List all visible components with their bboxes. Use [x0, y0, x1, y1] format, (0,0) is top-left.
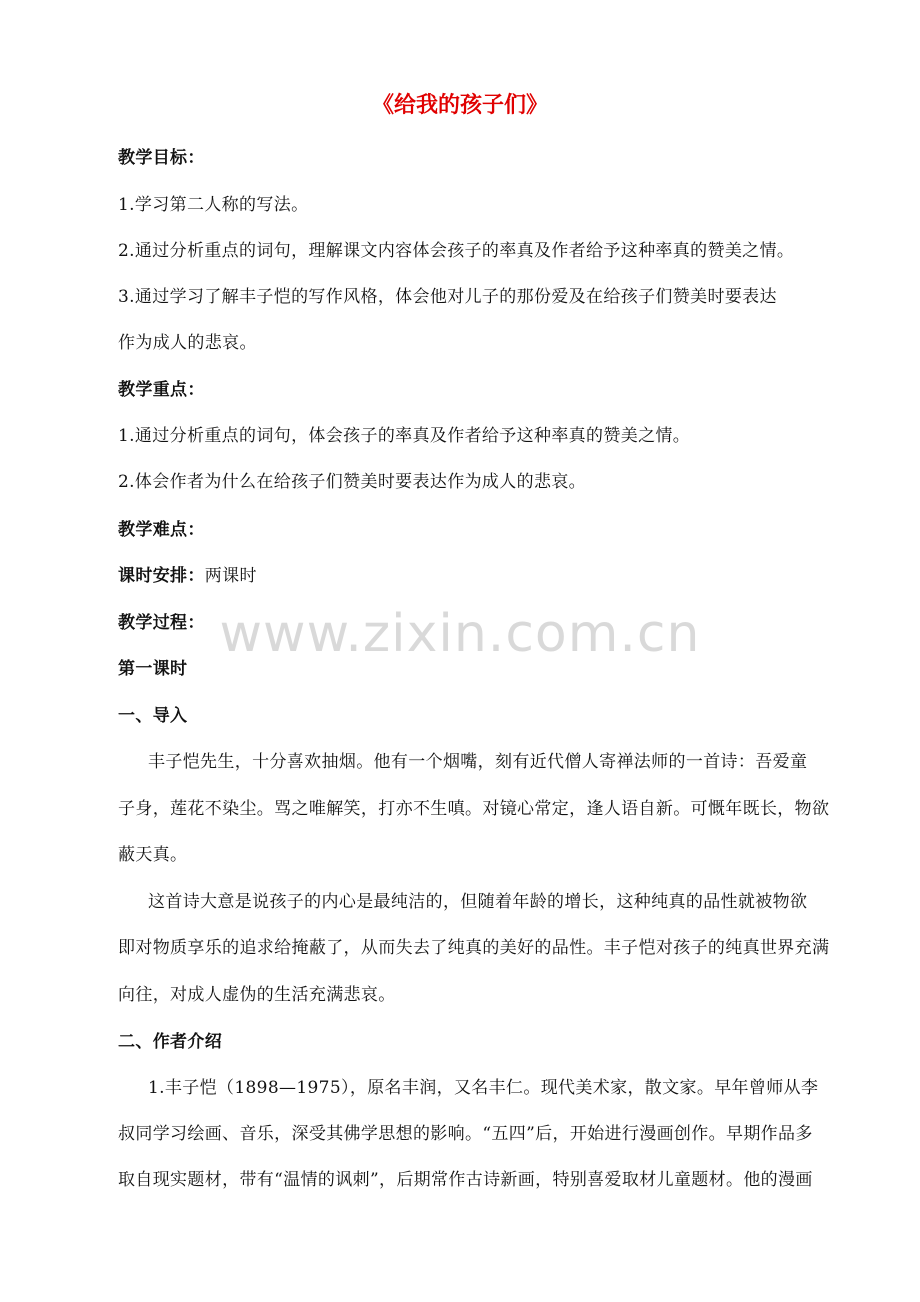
objective-item-3: 3.通过学习了解丰子恺的写作风格，体会他对儿子的那份爱及在给孩子们赞美时要表达 — [118, 287, 777, 307]
intro-para2-line1: 这首诗大意是说孩子的内心是最纯洁的，但随着年龄的增长，这种纯真的品性就被物欲 — [148, 892, 808, 912]
schedule-line — [118, 564, 858, 588]
schedule-heading: 课时安排： — [118, 566, 205, 586]
intro-para2-line2: 即对物质享乐的追求给掩蔽了，从而失去了纯真的美好的品性。丰子恺对孩子的纯真世界充满 — [118, 938, 830, 958]
process-heading: 教学过程： — [118, 613, 205, 633]
key-points-heading: 教学重点： — [118, 380, 205, 400]
difficulties-heading: 教学难点： — [118, 520, 205, 540]
intro-para2-line3: 向往，对成人虚伪的生活充满悲哀。 — [118, 985, 396, 1005]
intro-para1-line3: 蔽天真。 — [118, 845, 188, 865]
lesson-one-heading: 第一课时 — [118, 659, 188, 679]
watermark: www.zixin.com.cn — [219, 604, 701, 664]
key-point-item-2: 2.体会作者为什么在给孩子们赞美时要表达作为成人的悲哀。 — [118, 472, 587, 492]
author-para1-line1: 1.丰子恺（1898—1975），原名丰润，又名丰仁。现代美术家，散文家。早年曾师从李 — [148, 1078, 819, 1098]
objective-item-3-cont: 作为成人的悲哀。 — [118, 333, 257, 353]
intro-heading: 一、导入 — [118, 706, 188, 726]
author-heading: 二、作者介绍 — [118, 1032, 223, 1052]
objective-item-2: 2.通过分析重点的词句，理解课文内容体会孩子的率真及作者给予这种率真的赞美之情。 — [118, 241, 795, 261]
author-para1-line3: 取自现实题材，带有“温情的讽刺”，后期常作古诗新画，特别喜爱取材儿童题材。他的漫画 — [118, 1170, 813, 1190]
author-para1-line2: 叔同学习绘画、音乐，深受其佛学思想的影响。“五四”后，开始进行漫画创作。早期作品多 — [118, 1124, 813, 1144]
intro-para1-line2: 子身，莲花不染尘。骂之唯解笑，打亦不生嗔。对镜心常定，逢人语自新。可慨年既长，物欲 — [118, 799, 830, 819]
objectives-heading: 教学目标： — [118, 148, 205, 168]
document-title: 《给我的孩子们》 — [371, 93, 548, 118]
intro-para1-line1: 丰子恺先生，十分喜欢抽烟。他有一个烟嘴，刻有近代僧人寄禅法师的一首诗：吾爱童 — [148, 752, 808, 772]
objective-item-1: 1.学习第二人称的写法。 — [118, 195, 309, 215]
key-point-item-1: 1.通过分析重点的词句，体会孩子的率真及作者给予这种率真的赞美之情。 — [118, 426, 691, 446]
schedule-value: 两课时 — [204, 566, 257, 586]
